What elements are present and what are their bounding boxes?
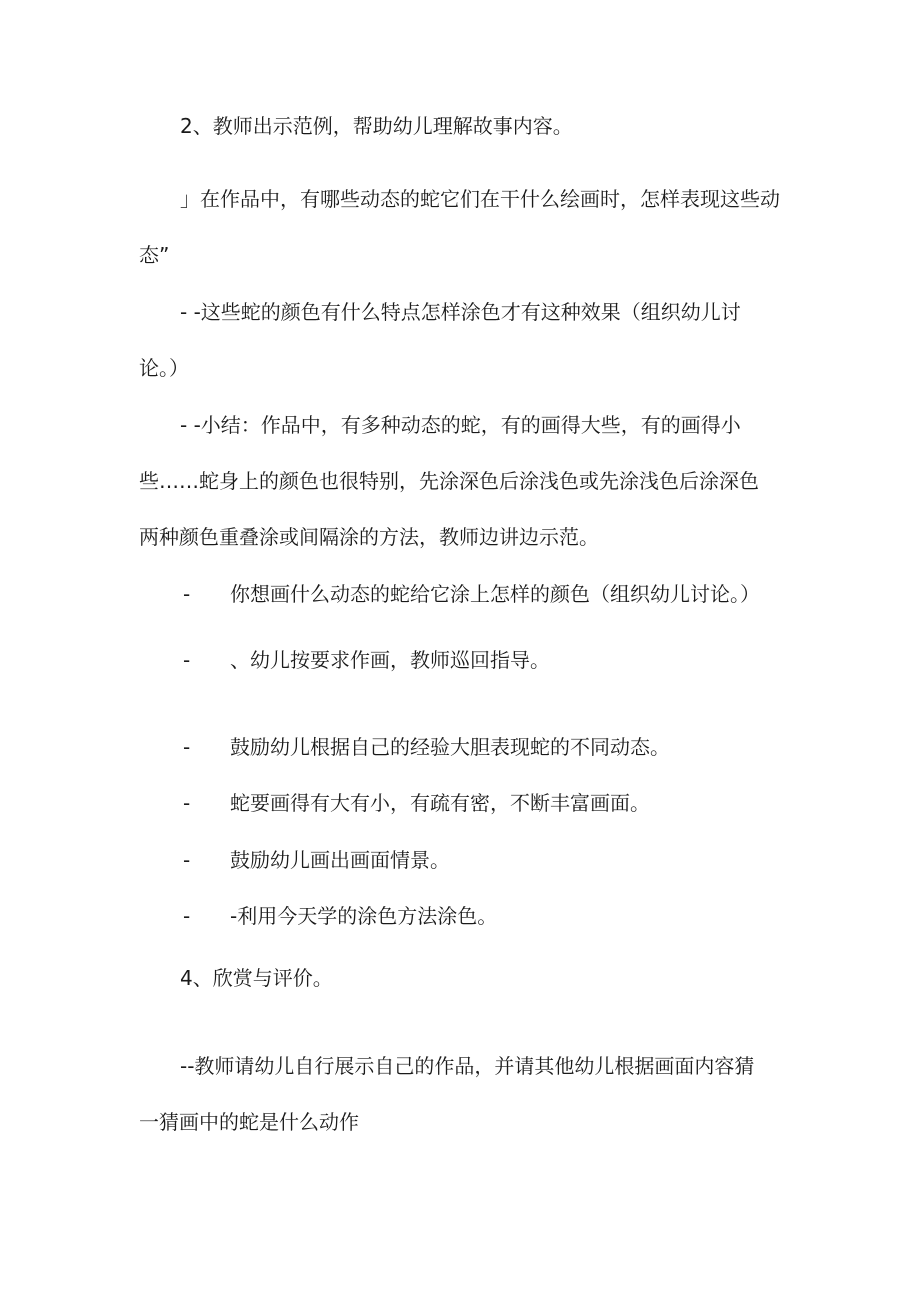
list-dash: - [183,791,191,815]
list-item-drawing: 、幼儿按要求作画，教师巡回指导。 [230,648,550,672]
step-4-heading: 4、欣赏与评价。 [180,966,333,990]
paragraph-evaluation-line-2: 一猜画中的蛇是什么动作 [139,1110,359,1134]
paragraph-summary-line-3: 两种颜色重叠涂或间隔涂的方法，教师边讲边示范。 [139,525,599,549]
list-item-encourage: 鼓励幼儿根据自己的经验大胆表现蛇的不同动态。 [230,735,670,759]
list-dash: - [183,848,191,872]
paragraph-color-line-1: - -这些蛇的颜色有什么特点怎样涂色才有这种效果（组织幼儿讨 [180,300,741,324]
paragraph-question-line-2: 态” [139,243,170,267]
paragraph-color-line-2: 论。） [139,356,189,380]
list-dash: - [183,648,191,672]
list-item-scene: 鼓励幼儿画出画面情景。 [230,848,450,872]
step-2-heading: 2、教师出示范例，帮助幼儿理解故事内容。 [180,114,573,138]
paragraph-evaluation-line-1: --教师请幼儿自行展示自己的作品，并请其他幼儿根据画面内容猜 [180,1054,755,1078]
list-dash: - [183,735,191,759]
paragraph-summary-line-1: - -小结：作品中，有多种动态的蛇，有的画得大些，有的画得小 [180,413,741,437]
list-item-coloring: -利用今天学的涂色方法涂色。 [230,904,498,928]
list-item-question: 你想画什么动态的蛇给它涂上怎样的颜色（组织幼儿讨论。） [230,582,760,606]
list-item-size: 蛇要画得有大有小，有疏有密，不断丰富画面。 [230,791,650,815]
paragraph-summary-line-2: 些……蛇身上的颜色也很特别，先涂深色后涂浅色或先涂浅色后涂深色 [139,469,759,493]
list-dash: - [183,904,191,928]
list-dash: - [183,582,191,606]
paragraph-question-line-1: 」在作品中，有哪些动态的蛇它们在干什么绘画时，怎样表现这些动 [180,187,780,211]
